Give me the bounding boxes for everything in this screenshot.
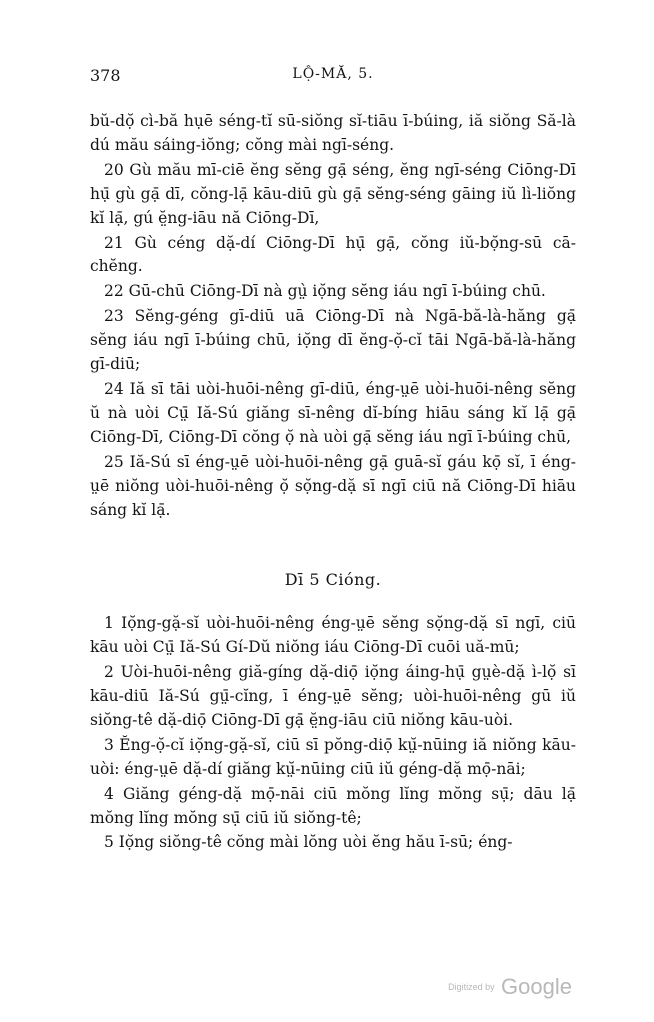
verse-20: 20 Gù mău mī-ciē ĕng sĕng gạ̄ séng, ĕng ngī-séng Ciōng-Dī hụ̄ gù gạ̄ dī, cŏng-lạ̄ kāu-diū gù gạ̄ sĕng-séng gāing iŭ lì-liŏng kĭ lạ̄, gú ĕ̤ng-iāu nă Ciōng-Dī, [90,160,576,227]
watermark-logo: Google [501,974,572,999]
verse-24: 24 Iă sī tāi uòi-huōi-nêng gī-diū, éng-ṳē uòi-huōi-nêng sĕng ŭ nà uòi Cṳ̄ Iă-Sú giăng sī-nêng dĭ-bíng hiāu sáng kĭ lạ̄ gạ̄ Ciōng-Dī, Ciōng-Dī cŏng ọ̆ nà uòi gạ̄ sĕng iáu ngī ī-búing chū, [90,379,576,446]
chapter-verse-4: 4 Giăng géng-dặ mọ̄-nāi ciū mŏng lĭng mŏng sụ̄; dāu lạ̄ mŏng lĭng mŏng sụ̄ ciū iŭ siŏng-tê; [90,784,576,827]
page-body [90,110,576,856]
verse-22: 22 Gū-chū Ciōng-Dī nà gṳ̀ iọ̆ng sĕng iáu ngī ī-búing chū. [104,282,546,301]
chapter-verse-2: 2 Uòi-huōi-nêng giă-gíng dặ-diọ̄ iọ̆ng áing-hụ̄ gṳè-dặ ì-lọ̆ sī kāu-diū Iă-Sú gṳ̄-cĭng, ī éng-ṳē sĕng; uòi-huōi-nêng gū iŭ siŏng-tê dặ-diọ̄ Ciōng-Dī gạ̄ ĕ̤ng-iāu ciū niŏng kāu-uòi. [90,663,576,729]
paragraph-continued: bŭ-dọ̆ cì-bă hụē séng-tĭ sū-siŏng sĭ-tiāu ī-búing, iă siŏng Să-là dú mău sáing-iŏng; cŏng mài ngī-séng. [90,112,576,154]
running-title: LỘ-MĂ, 5. [292,66,374,82]
digitization-watermark [448,974,572,1000]
page-number: 378 [90,66,121,85]
verse-25: 25 Iă-Sú sī éng-ṳē uòi-huōi-nêng gạ̄ guā-sĭ gáu kọ̄ sĭ, ī éng-ṳē niŏng uòi-huōi-nêng ọ̆ sọ̆ng-dặ sī ngī ciū nă Ciōng-Dī hiāu sáng kĭ lạ̄. [90,452,576,519]
chapter-verse-3: 3 Ĕng-ọ̆-cĭ iọ̆ng-gặ-sĭ, ciū sī pŏng-diọ̄ kṳ̆-nūing iă niŏng kāu-uòi: éng-ṳē dặ-dí giăng kṳ̆-nūing ciū iŭ géng-dặ mọ̄-nāi; [90,735,576,778]
chapter-verse-1: 1 Iọ̆ng-gặ-sĭ uòi-huōi-nêng éng-ṳē sĕng sọ̆ng-dặ sī ngī, ciū kāu uòi Cṳ̄ Iă-Sú Gí-Dŭ niŏng iáu Ciōng-Dī cuōi uă-mū; [90,614,576,657]
verse-21: 21 Gù céng dặ-dí Ciōng-Dī hụ̄ gạ̄, cŏng iŭ-bọ̆ng-sū cā-chĕng. [90,233,576,276]
verse-23: 23 Sĕng-géng gī-diū uā Ciōng-Dī nà Ngā-bă-là-hăng gạ̄ sĕng iáu ngī ī-búing chū, iọ̆ng dī ĕng-ọ̆-cĭ tāi Ngā-bă-là-hăng gī-diū; [90,307,576,374]
watermark-prefix: Digitized by [448,982,495,992]
chapter-verse-5: 5 Iọ̆ng siŏng-tê cŏng mài lŏng uòi ĕng hău ī-sū; éng- [104,833,513,852]
page-header [90,66,576,92]
chapter-heading: Dī 5 Cióng. [284,570,382,590]
